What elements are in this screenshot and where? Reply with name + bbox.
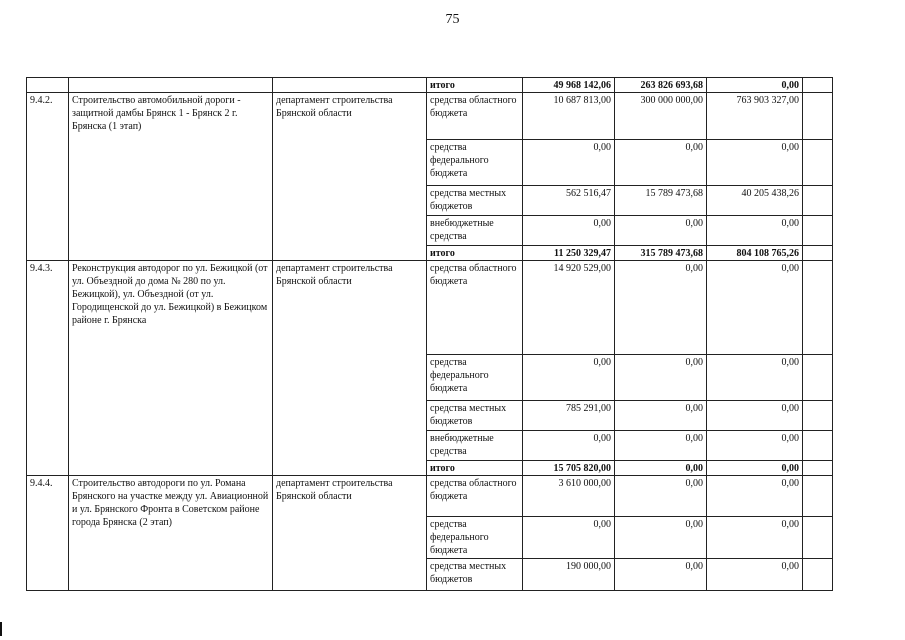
funding-source-cell: средства местных бюджетов — [427, 559, 523, 591]
page-number: 75 — [445, 12, 460, 27]
amount-cell: 0,00 — [707, 261, 803, 355]
amount-cell: 0,00 — [707, 216, 803, 246]
amount-cell: 263 826 693,68 — [615, 78, 707, 93]
amount-cell: 49 968 142,06 — [523, 78, 615, 93]
item-code-cell — [27, 78, 69, 93]
amount-cell: 0,00 — [707, 78, 803, 93]
executor-cell: департамент строительства Брянской области — [273, 261, 427, 476]
amount-cell: 0,00 — [615, 517, 707, 559]
total-row — [27, 78, 833, 93]
amount-cell: 10 687 813,00 — [523, 93, 615, 140]
item-name-cell: Строительство автодороги по ул. Романа Брянского на участке между ул. Авиационной и ул. Брянского Фронта в Советском районе города Брянска (2 этап) — [69, 476, 273, 591]
amount-cell: 0,00 — [523, 355, 615, 401]
amount-cell: 0,00 — [707, 140, 803, 186]
funding-source-cell: средства областного бюджета — [427, 93, 523, 140]
empty-cell — [803, 216, 833, 246]
amount-cell: 0,00 — [615, 401, 707, 431]
funding-source-cell: внебюджетные средства — [427, 216, 523, 246]
amount-cell: 0,00 — [615, 559, 707, 591]
empty-cell — [803, 246, 833, 261]
amount-cell: 15 789 473,68 — [615, 186, 707, 216]
funding-source-cell: средства местных бюджетов — [427, 186, 523, 216]
amount-cell: 562 516,47 — [523, 186, 615, 216]
item-name-cell: Реконструкция автодорог по ул. Бежицкой (от ул. Объездной до дома № 280 по ул. Бежицкой), ул. Объездной (от ул. Городищенской до ул. Бежицкой) в Бежицком районе г. Брянска — [69, 261, 273, 476]
amount-cell: 0,00 — [707, 431, 803, 461]
empty-cell — [803, 559, 833, 591]
amount-cell: 0,00 — [707, 401, 803, 431]
funding-source-cell: внебюджетные средства — [427, 431, 523, 461]
empty-cell — [803, 78, 833, 93]
amount-cell: 0,00 — [707, 461, 803, 476]
amount-cell: 0,00 — [615, 216, 707, 246]
table-row — [27, 476, 833, 517]
empty-cell — [803, 476, 833, 517]
amount-cell: 0,00 — [615, 461, 707, 476]
amount-cell: 15 705 820,00 — [523, 461, 615, 476]
executor-cell: департамент строительства Брянской области — [273, 476, 427, 591]
item-code-cell: 9.4.3. — [27, 261, 69, 476]
funding-source-cell: итого — [427, 78, 523, 93]
table-row — [27, 261, 833, 355]
amount-cell: 14 920 529,00 — [523, 261, 615, 355]
empty-cell — [803, 140, 833, 186]
executor-cell — [273, 78, 427, 93]
amount-cell: 0,00 — [615, 355, 707, 401]
funding-source-cell: средства федерального бюджета — [427, 517, 523, 559]
item-code-cell: 9.4.4. — [27, 476, 69, 591]
item-code-cell: 9.4.2. — [27, 93, 69, 261]
amount-cell: 190 000,00 — [523, 559, 615, 591]
budget-table — [26, 77, 833, 591]
amount-cell: 0,00 — [523, 216, 615, 246]
empty-cell — [803, 355, 833, 401]
amount-cell: 0,00 — [523, 431, 615, 461]
budget-table-body — [27, 78, 833, 591]
scan-edge-mark — [0, 622, 2, 636]
funding-source-cell: средства областного бюджета — [427, 261, 523, 355]
funding-source-cell: средства федерального бюджета — [427, 140, 523, 186]
amount-cell: 0,00 — [707, 476, 803, 517]
amount-cell: 763 903 327,00 — [707, 93, 803, 140]
amount-cell: 0,00 — [523, 517, 615, 559]
amount-cell: 0,00 — [707, 559, 803, 591]
funding-source-cell: итого — [427, 461, 523, 476]
amount-cell: 40 205 438,26 — [707, 186, 803, 216]
empty-cell — [803, 261, 833, 355]
amount-cell: 0,00 — [615, 476, 707, 517]
empty-cell — [803, 431, 833, 461]
amount-cell: 315 789 473,68 — [615, 246, 707, 261]
executor-cell: департамент строительства Брянской области — [273, 93, 427, 261]
table-row — [27, 93, 833, 140]
empty-cell — [803, 517, 833, 559]
funding-source-cell: средства областного бюджета — [427, 476, 523, 517]
item-name-cell: Строительство автомобильной дороги - защитной дамбы Брянск 1 - Брянск 2 г. Брянска (1 этап) — [69, 93, 273, 261]
amount-cell: 804 108 765,26 — [707, 246, 803, 261]
amount-cell: 11 250 329,47 — [523, 246, 615, 261]
funding-source-cell: средства федерального бюджета — [427, 355, 523, 401]
funding-source-cell: итого — [427, 246, 523, 261]
empty-cell — [803, 461, 833, 476]
empty-cell — [803, 401, 833, 431]
amount-cell: 300 000 000,00 — [615, 93, 707, 140]
funding-source-cell: средства местных бюджетов — [427, 401, 523, 431]
amount-cell: 785 291,00 — [523, 401, 615, 431]
empty-cell — [803, 186, 833, 216]
empty-cell — [803, 93, 833, 140]
amount-cell: 0,00 — [615, 431, 707, 461]
amount-cell: 0,00 — [707, 355, 803, 401]
item-name-cell — [69, 78, 273, 93]
amount-cell: 0,00 — [615, 261, 707, 355]
amount-cell: 0,00 — [615, 140, 707, 186]
amount-cell: 0,00 — [707, 517, 803, 559]
amount-cell: 0,00 — [523, 140, 615, 186]
amount-cell: 3 610 000,00 — [523, 476, 615, 517]
